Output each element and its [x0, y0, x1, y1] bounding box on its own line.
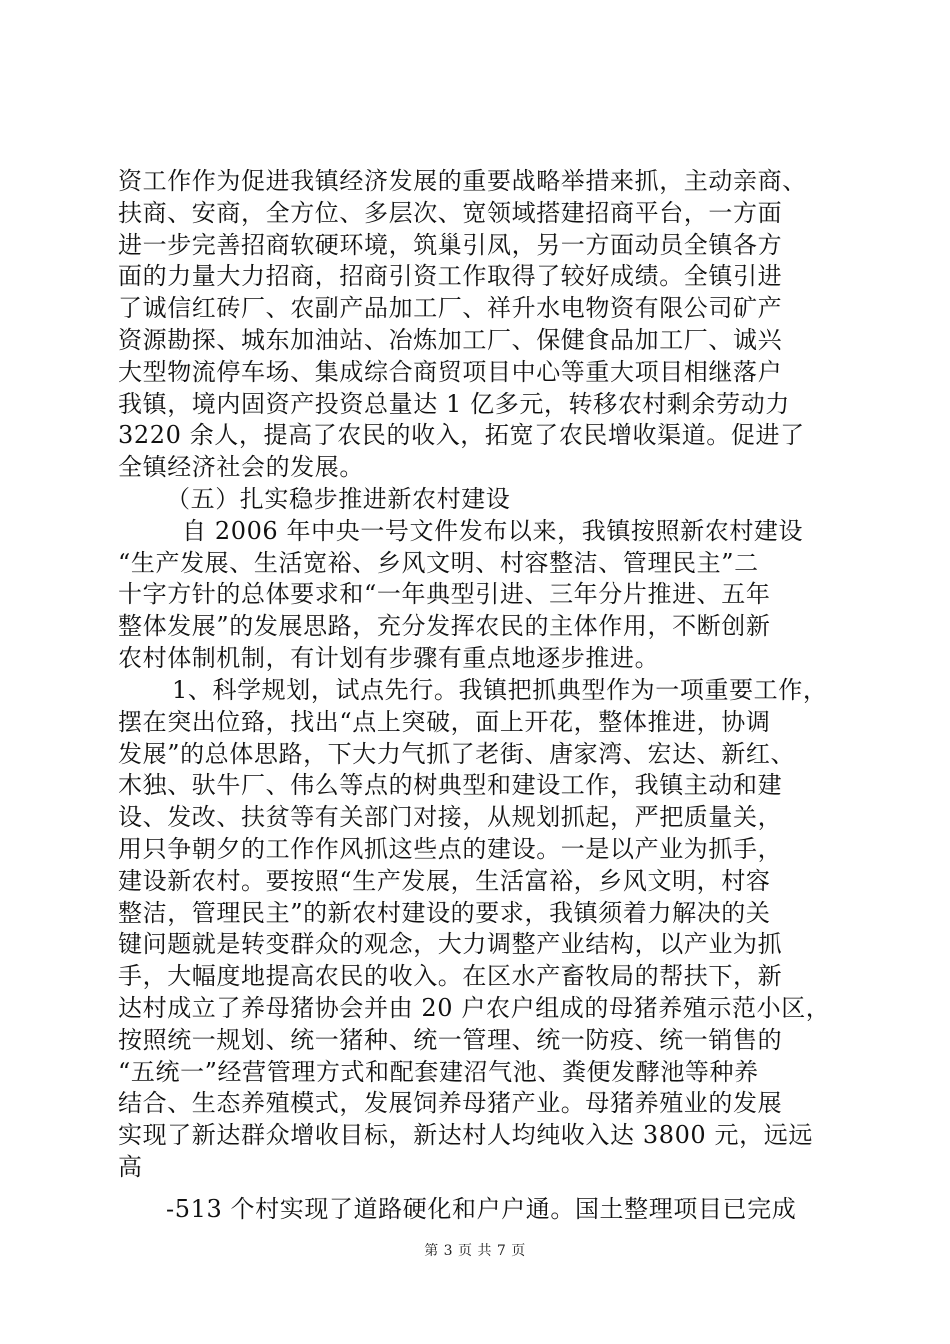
text-line: 发展”的总体思路，下大力气抓了老街、唐家湾、宏达、新红、	[118, 739, 796, 768]
text-line: 结合、生态养殖模式，发展饲养母猪产业。母猪养殖业的发展	[118, 1089, 783, 1118]
text-line: 我镇，境内固资产投资总量达 1 亿多元，转移农村剩余劳动力	[118, 389, 790, 418]
text-line: -513 个村实现了道路硬化和户户通。国土整理项目已完成	[166, 1195, 797, 1223]
text-line: 面的力量大力招商，招商引资工作取得了较好成绩。全镇引进	[118, 262, 783, 291]
text-line: 键问题就是转变群众的观念，大力调整产业结构，以产业为抓	[118, 930, 783, 959]
text-line: 整体发展”的发展思路，充分发挥农民的主体作用，不断创新	[118, 612, 771, 641]
text-line: 木独、驮牛厂、伟么等点的树典型和建设工作，我镇主动和建	[118, 771, 783, 800]
text-line: 整洁，管理民主”的新农村建设的要求，我镇须着力解决的关	[118, 898, 771, 927]
text-line: 1、科学规划，试点先行。我镇把抓典型作为一项重要工作，	[172, 675, 828, 704]
text-line: 资工作作为促进我镇经济发展的重要战略举措来抓，主动亲商、	[118, 167, 807, 195]
text-line: 按照统一规划、统一猪种、统一管理、统一防疫、统一销售的	[118, 1025, 783, 1054]
text-line: 农村体制机制，有计划有步骤有重点地逐步推进。	[118, 644, 660, 673]
text-line: 自 2006 年中央一号文件发布以来，我镇按照新农村建设	[182, 516, 804, 545]
text-line: 了诚信红砖厂、农副产品加工厂、祥升水电物资有限公司矿产	[118, 294, 783, 323]
text-line: 十字方针的总体要求和“一年典型引进、三年分片推进、五年	[118, 580, 771, 609]
text-line: 实现了新达群众增收目标，新达村人均纯收入达 3800 元，远远	[118, 1121, 813, 1150]
text-line: 设、发改、扶贫等有关部门对接，从规划抓起，严把质量关，	[118, 803, 783, 832]
text-line: “五统一”经营管理方式和配套建沼气池、粪便发酵池等种养	[118, 1057, 759, 1086]
section-heading: （五）扎实稳步推进新农村建设	[166, 485, 511, 514]
text-line: 进一步完善招商软硬环境，筑巢引凤，另一方面动员全镇各方	[118, 230, 783, 259]
text-line: 达村成立了养母猪协会并由 20 户农户组成的母猪养殖示范小区，	[118, 993, 831, 1022]
text-line: 手，大幅度地提高农民的收入。在区水产畜牧局的帮扶下，新	[118, 962, 783, 991]
text-line: 高	[118, 1153, 143, 1181]
text-line: 大型物流停车场、集成综合商贸项目中心等重大项目相继落户	[118, 357, 783, 386]
text-line: 用只争朝夕的工作作风抓这些点的建设。一是以产业为抓手，	[118, 834, 783, 863]
text-line: 摆在突出位臵，找出“点上突破，面上开花，整体推进，协调	[118, 707, 771, 736]
text-line: “生产发展、生活宽裕、乡风文明、村容整洁、管理民主”二	[118, 548, 759, 577]
page-number-footer: 第 3 页 共 7 页	[424, 1243, 526, 1259]
text-line: 资源勘探、城东加油站、冶炼加工厂、保健食品加工厂、诚兴	[118, 326, 783, 355]
text-line: 3220 余人，提高了农民的收入，拓宽了农民增收渠道。促进了	[118, 421, 805, 450]
text-line: 扶商、安商，全方位、多层次、宽领域搭建招商平台，一方面	[118, 198, 783, 227]
text-line: 全镇经济社会的发展。	[118, 453, 364, 482]
text-line: 建设新农村。要按照“生产发展，生活富裕，乡风文明，村容	[118, 866, 771, 895]
